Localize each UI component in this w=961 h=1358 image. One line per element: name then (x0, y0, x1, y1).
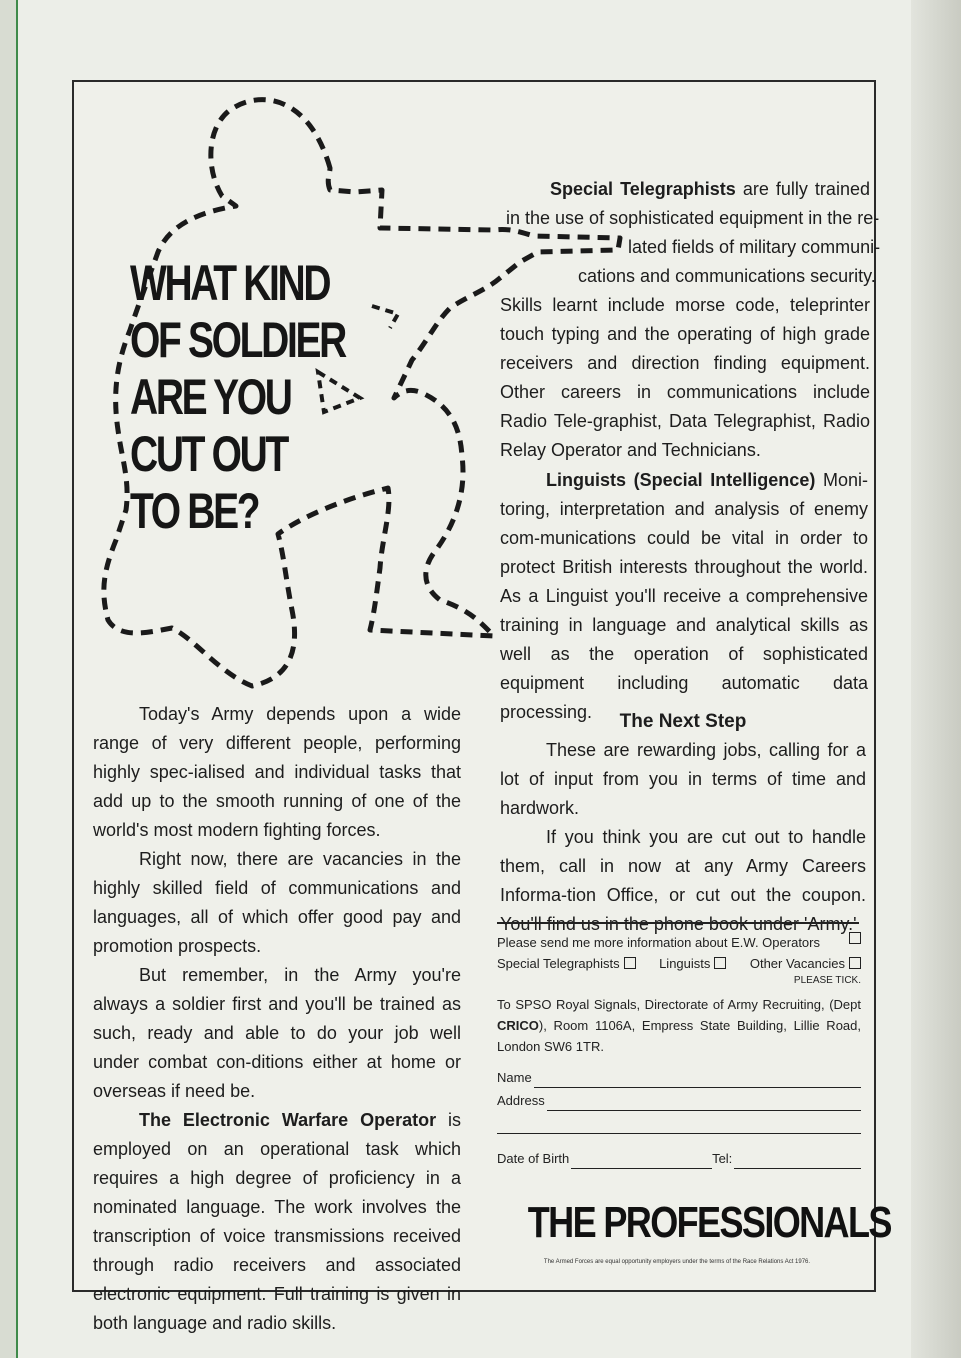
postal-address: To SPSO Royal Signals, Directorate of Army Recruiting, (Dept CRICO), Room 1106A, Empress State Building, Lillie Road, London SW6 1TR. (497, 997, 861, 1054)
address-field-line-2[interactable] (497, 1111, 861, 1134)
coupon-divider (497, 922, 859, 924)
equal-opportunity-note: The Armed Forces are equal opportunity employers under the terms of the Race Relations Act 1976. (543, 1259, 811, 1265)
section-body: Moni-toring, interpretation and analysis of enemy com-munications could be vital in order to protect British interests throughout the world. As a Linguist you'll receive a comprehensive training in language and analytical skills as well as the operation of sophisticated equipment including automatic data processing. (500, 470, 868, 722)
paragraph: But remember, in the Army you're always a soldier first and you'll be trained as such, ready and able to do your job well under combat con-ditions either at home or overseas if need be. (93, 965, 461, 1101)
left-column (93, 700, 461, 1338)
section-lead: Special Telegraphists (550, 179, 736, 199)
please-tick-note: PLEASE TICK. (793, 975, 861, 986)
special-telegraphists-section: Special Telegraphists are fully trained in the use of sophisticated equipment in the re- lated fields of military communi- cations and communications security. Skills learnt include morse code, teleprinter touch typing and the operating of high grade receivers and direction finding equipment. Other careers in communications include Radio Tele-graphist, Data Telegraphist, Radio Relay Operator and Technicians. (500, 175, 870, 465)
coupon-form (497, 932, 861, 1169)
linguists-section (500, 466, 868, 727)
section-heading: The Next Step (619, 711, 747, 732)
headline-line: CUT OUT (130, 426, 287, 482)
section-body: These are rewarding jobs, calling for a lot of input from you in terms of time and hardwork. (500, 740, 866, 818)
option-label: Other Vacancies (749, 956, 845, 971)
section-body: If you think you are cut out to handle them, call in now at any Army Careers Informa-tion Office, or cut out the coupon. You'll find us in the phone book under 'Army.' (500, 827, 866, 934)
headline-line: ARE YOU (130, 369, 291, 425)
other-vacancies-checkbox[interactable] (849, 957, 861, 969)
brand-logo: THE PROFESSIONALS (527, 1198, 891, 1247)
headline-line: WHAT KIND (130, 255, 330, 311)
page-binding-edge (0, 0, 18, 1358)
option-label: Linguists (659, 956, 711, 971)
section-lead: Linguists (Special Intelligence) (546, 470, 816, 490)
option-label: Special Telegraphists (497, 956, 620, 971)
paragraph: is employed on an operational task which requires a high degree of proficiency in a nominated language. The work involves the transcription of voice transmissions received through radio receivers and associated electronic equipment. Full training is given in both language and radio skills. (93, 1110, 461, 1333)
special-telegraphists-checkbox[interactable] (624, 957, 636, 969)
headline-line: OF SOLDIER (130, 312, 345, 368)
ew-operators-checkbox[interactable] (849, 932, 861, 944)
section-lead: The Electronic Warfare Operator (139, 1110, 437, 1130)
adjacent-page-shadow (911, 0, 961, 1358)
next-step-section (500, 707, 866, 939)
name-field[interactable]: Name (497, 1065, 861, 1088)
headline (130, 255, 345, 540)
paragraph: Today's Army depends upon a wide range of very different people, performing highly spec-ialised and individual tasks that add up to the smooth running of one of the world's most modern fighting forces. (93, 704, 461, 840)
dept-code: CRICO (497, 1018, 539, 1033)
dob-field[interactable] (571, 1154, 712, 1169)
headline-line: TO BE? (130, 483, 259, 539)
tel-field[interactable] (734, 1154, 861, 1169)
dob-tel-row: Date of Birth Tel: (497, 1146, 861, 1169)
paragraph: Right now, there are vacancies in the highly skilled field of communications and languages, all of which offer good pay and promotion prospects. (93, 849, 461, 956)
address-field[interactable]: Address (497, 1088, 861, 1111)
section-body: touch typing and the operating of high grade receivers and direction finding equipment. Other careers in communications include Radio Tele-graphist, Data Telegraphist, Radio Relay Operator and Technicians. (500, 324, 870, 460)
linguists-checkbox[interactable] (714, 957, 726, 969)
coupon-intro: Please send me more information about E.W. Operators (497, 935, 820, 950)
